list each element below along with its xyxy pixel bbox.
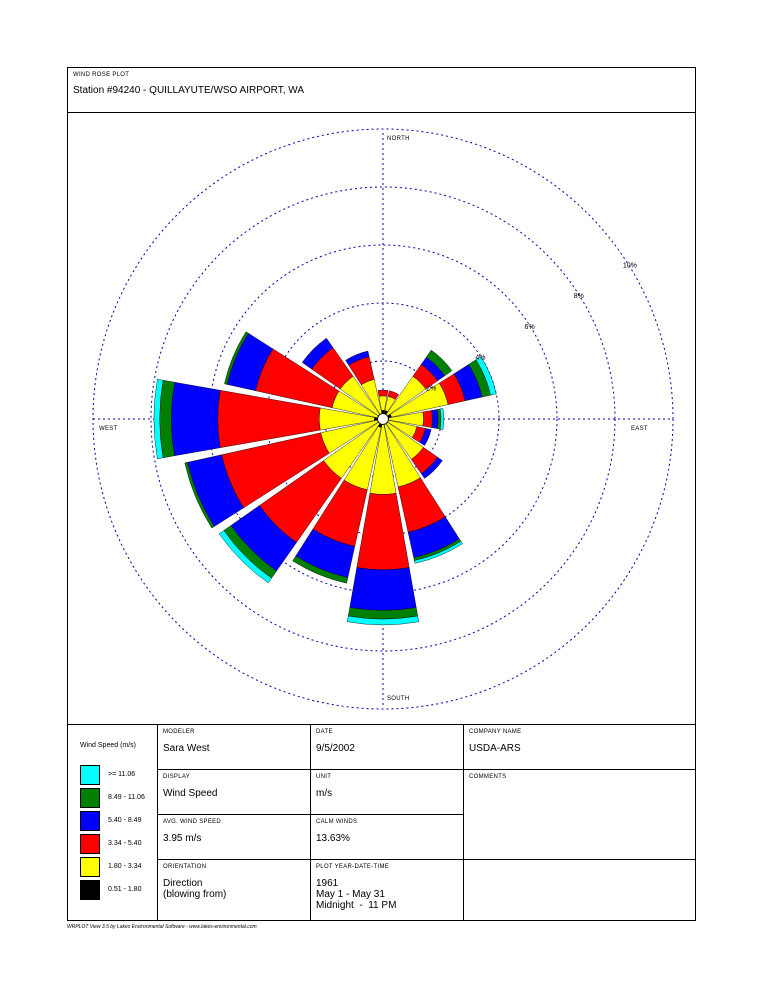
petal-w-bin-4 xyxy=(171,382,220,456)
plot-time-label: PLOT YEAR-DATE-TIME xyxy=(316,864,390,870)
legend-item xyxy=(80,788,160,808)
avg-speed-value: 3.95 m/s xyxy=(163,833,202,844)
legend-item xyxy=(80,765,160,785)
header-label: WIND ROSE PLOT xyxy=(73,72,130,78)
petal-e-bin-4 xyxy=(432,409,439,428)
legend-title: Wind Speed (m/s) xyxy=(80,742,137,749)
avg-speed-cell xyxy=(158,815,311,860)
legend-label: 8.49 - 11.06 xyxy=(108,794,145,801)
display-cell xyxy=(158,770,311,815)
petal-s-bin-3 xyxy=(357,493,409,570)
legend-swatch xyxy=(80,788,100,808)
ring-label: 8% xyxy=(573,293,584,301)
legend-swatch xyxy=(80,857,100,877)
unit-value: m/s xyxy=(316,788,333,799)
footer-credit: WRPLOT View 3.5 by Lakes Environmental Software - www.lakes-environmental.com xyxy=(67,924,257,930)
legend-swatch xyxy=(80,880,100,900)
orientation-label: ORIENTATION xyxy=(163,864,207,870)
legend-item xyxy=(80,834,160,854)
legend-item xyxy=(80,857,160,877)
unit-cell xyxy=(311,770,464,815)
report-frame xyxy=(67,67,696,921)
ring-label: 2% xyxy=(426,385,437,393)
ring-label: 4% xyxy=(475,354,486,362)
petal-e-bin-3 xyxy=(423,410,432,427)
date-value: 9/5/2002 xyxy=(316,743,355,754)
date-label: DATE xyxy=(316,729,333,735)
direction-label-south: SOUTH xyxy=(387,696,410,702)
date-cell xyxy=(311,725,464,770)
plot-time-value: 1961 May 1 - May 31 Midnight - 11 PM xyxy=(316,878,397,911)
ring-label: 10% xyxy=(622,262,637,270)
station-title: Station #94240 - QUILLAYUTE/WSO AIRPORT, WA xyxy=(73,85,305,96)
direction-label-west: WEST xyxy=(99,426,118,432)
petal-s-bin-4 xyxy=(350,568,416,611)
calm-winds-value: 13.63% xyxy=(316,833,350,844)
orientation-value: Direction (blowing from) xyxy=(163,878,227,900)
orientation-cell xyxy=(158,860,311,921)
legend-label: 0.51 - 1.80 xyxy=(108,886,142,893)
legend-item xyxy=(80,880,160,900)
direction-label-north: NORTH xyxy=(387,136,410,142)
modeler-label: MODELER xyxy=(163,729,195,735)
display-label: DISPLAY xyxy=(163,774,190,780)
legend-panel xyxy=(68,725,158,921)
petal-n-bin-3 xyxy=(378,390,388,396)
calm-center xyxy=(378,414,388,424)
legend-swatch xyxy=(80,811,100,831)
legend-label: >= 11.06 xyxy=(108,771,136,778)
comments-label: COMMENTS xyxy=(469,774,507,780)
direction-label-east: EAST xyxy=(631,426,648,432)
legend-label: 1.80 - 3.34 xyxy=(108,863,142,870)
company-value: USDA-ARS xyxy=(469,743,521,754)
calm-winds-label: CALM WINDS xyxy=(316,819,358,825)
wind-rose-plot xyxy=(68,113,695,725)
plot-time-cell xyxy=(311,860,464,921)
company-cell xyxy=(464,725,695,770)
calm-winds-cell xyxy=(311,815,464,860)
ring-label: 6% xyxy=(524,323,535,331)
company-label: COMPANY NAME xyxy=(469,729,522,735)
wind-rose-svg xyxy=(68,113,695,724)
legend-swatch xyxy=(80,834,100,854)
legend-label: 5.40 - 8.49 xyxy=(108,817,142,824)
legend-label: 3.34 - 5.40 xyxy=(108,840,142,847)
modeler-value: Sara West xyxy=(163,743,210,754)
modeler-cell xyxy=(158,725,311,770)
unit-label: UNIT xyxy=(316,774,332,780)
header xyxy=(68,68,695,113)
comments-cell xyxy=(464,770,695,860)
legend-swatch xyxy=(80,765,100,785)
display-value: Wind Speed xyxy=(163,788,218,799)
avg-speed-label: AVG. WIND SPEED xyxy=(163,819,222,825)
legend-item xyxy=(80,811,160,831)
